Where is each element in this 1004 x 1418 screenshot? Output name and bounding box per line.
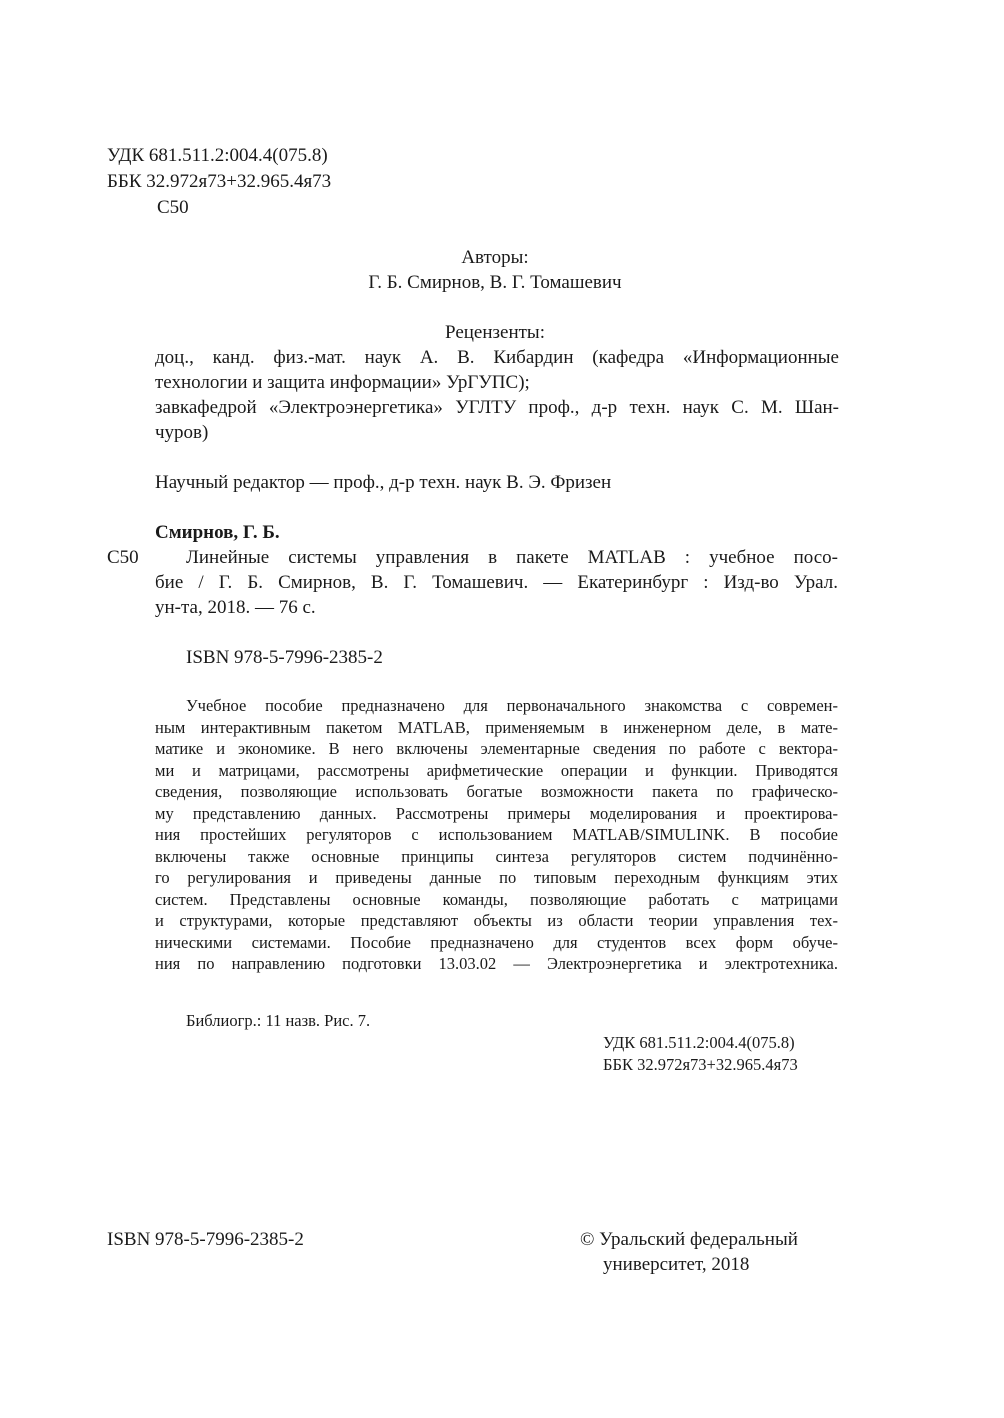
reviewer-line: доц., канд. физ.-мат. наук А. В. Кибардин (кафедра «Информационные — [155, 347, 839, 368]
footer-isbn: ISBN 978-5-7996-2385-2 — [107, 1229, 304, 1250]
author-mark: С50 — [157, 197, 189, 218]
reviewers-heading: Рецензенты: — [445, 322, 545, 343]
abstract-line: ническими системами. Пособие предназначено для студентов всех форм обуче- — [155, 932, 838, 952]
abstract-line: го регулирования и приведены данные по типовым переходным функциям этих — [155, 868, 838, 887]
abstract-line: ным интерактивным пакетом MATLAB, применяемым в инженерном деле, в мате- — [155, 717, 838, 737]
bibliographic-author: Смирнов, Г. Б. — [155, 522, 280, 543]
copyright-line: © Уральский федеральный — [580, 1229, 798, 1250]
abstract-paragraph — [155, 695, 838, 975]
abstract-line: включены также основные принципы синтеза регуляторов систем подчинённо- — [155, 846, 838, 866]
bibliographic-line: бие / Г. Б. Смирнов, В. Г. Томашевич. — Екатеринбург : Изд-во Урал. — [155, 572, 838, 593]
abstract-udk: УДК 681.511.2:004.4(075.8) — [603, 1033, 795, 1052]
authors-heading: Авторы: — [461, 247, 529, 268]
bibliographic-line: ун-та, 2018. — 76 с. — [155, 597, 316, 618]
reviewer-line: чуров) — [155, 422, 209, 443]
copyright-line: университет, 2018 — [603, 1254, 750, 1275]
abstract-line: сведения, позволяющие использовать богатые возможности пакета по графическо- — [155, 782, 838, 801]
bibliographic-line: Линейные системы управления в пакете MATLAB : учебное посо- — [186, 547, 838, 568]
reviewer-line: завкафедрой «Электроэнергетика» УГЛТУ проф., д-р техн. наук С. М. Шан- — [155, 397, 839, 418]
abstract-line: Учебное пособие предназначено для первоначального знакомства с современ- — [186, 696, 838, 715]
bibliographic-isbn: ISBN 978-5-7996-2385-2 — [186, 647, 383, 668]
reviewer-line: технологии и защита информации» УрГУПС); — [155, 372, 530, 393]
scientific-editor: Научный редактор — проф., д-р техн. наук В. Э. Фризен — [155, 472, 612, 493]
abstract-line: матике и экономике. В него включены элементарные сведения по работе с вектора- — [155, 739, 838, 758]
udk-code: УДК 681.511.2:004.4(075.8) — [107, 145, 328, 166]
abstract-line: и структурами, которые представляют объекты из области теории управления тех- — [155, 911, 838, 930]
abstract-line: систем. Представлены основные команды, позволяющие работать с матрицами — [155, 889, 838, 909]
abstract-line: му представлению данных. Рассмотрены примеры моделирования и проектирова- — [155, 803, 838, 823]
abstract-line: ния по направлению подготовки 13.03.02 — Электроэнергетика и электротехника. — [155, 954, 838, 973]
authors-names: Г. Б. Смирнов, В. Г. Томашевич — [368, 272, 622, 293]
bibliography-count: Библиогр.: 11 назв. Рис. 7. — [186, 1011, 371, 1030]
abstract-line: ми и матрицами, рассмотрены арифметические операции и функции. Приводятся — [155, 760, 838, 780]
abstract-line: ния простейших регуляторов с использованием MATLAB/SIMULINK. В пособие — [155, 825, 838, 844]
abstract-bbk: ББК 32.972я73+32.965.4я73 — [603, 1055, 798, 1074]
bibliographic-code: С50 — [107, 547, 139, 568]
bbk-code: ББК 32.972я73+32.965.4я73 — [107, 171, 332, 192]
